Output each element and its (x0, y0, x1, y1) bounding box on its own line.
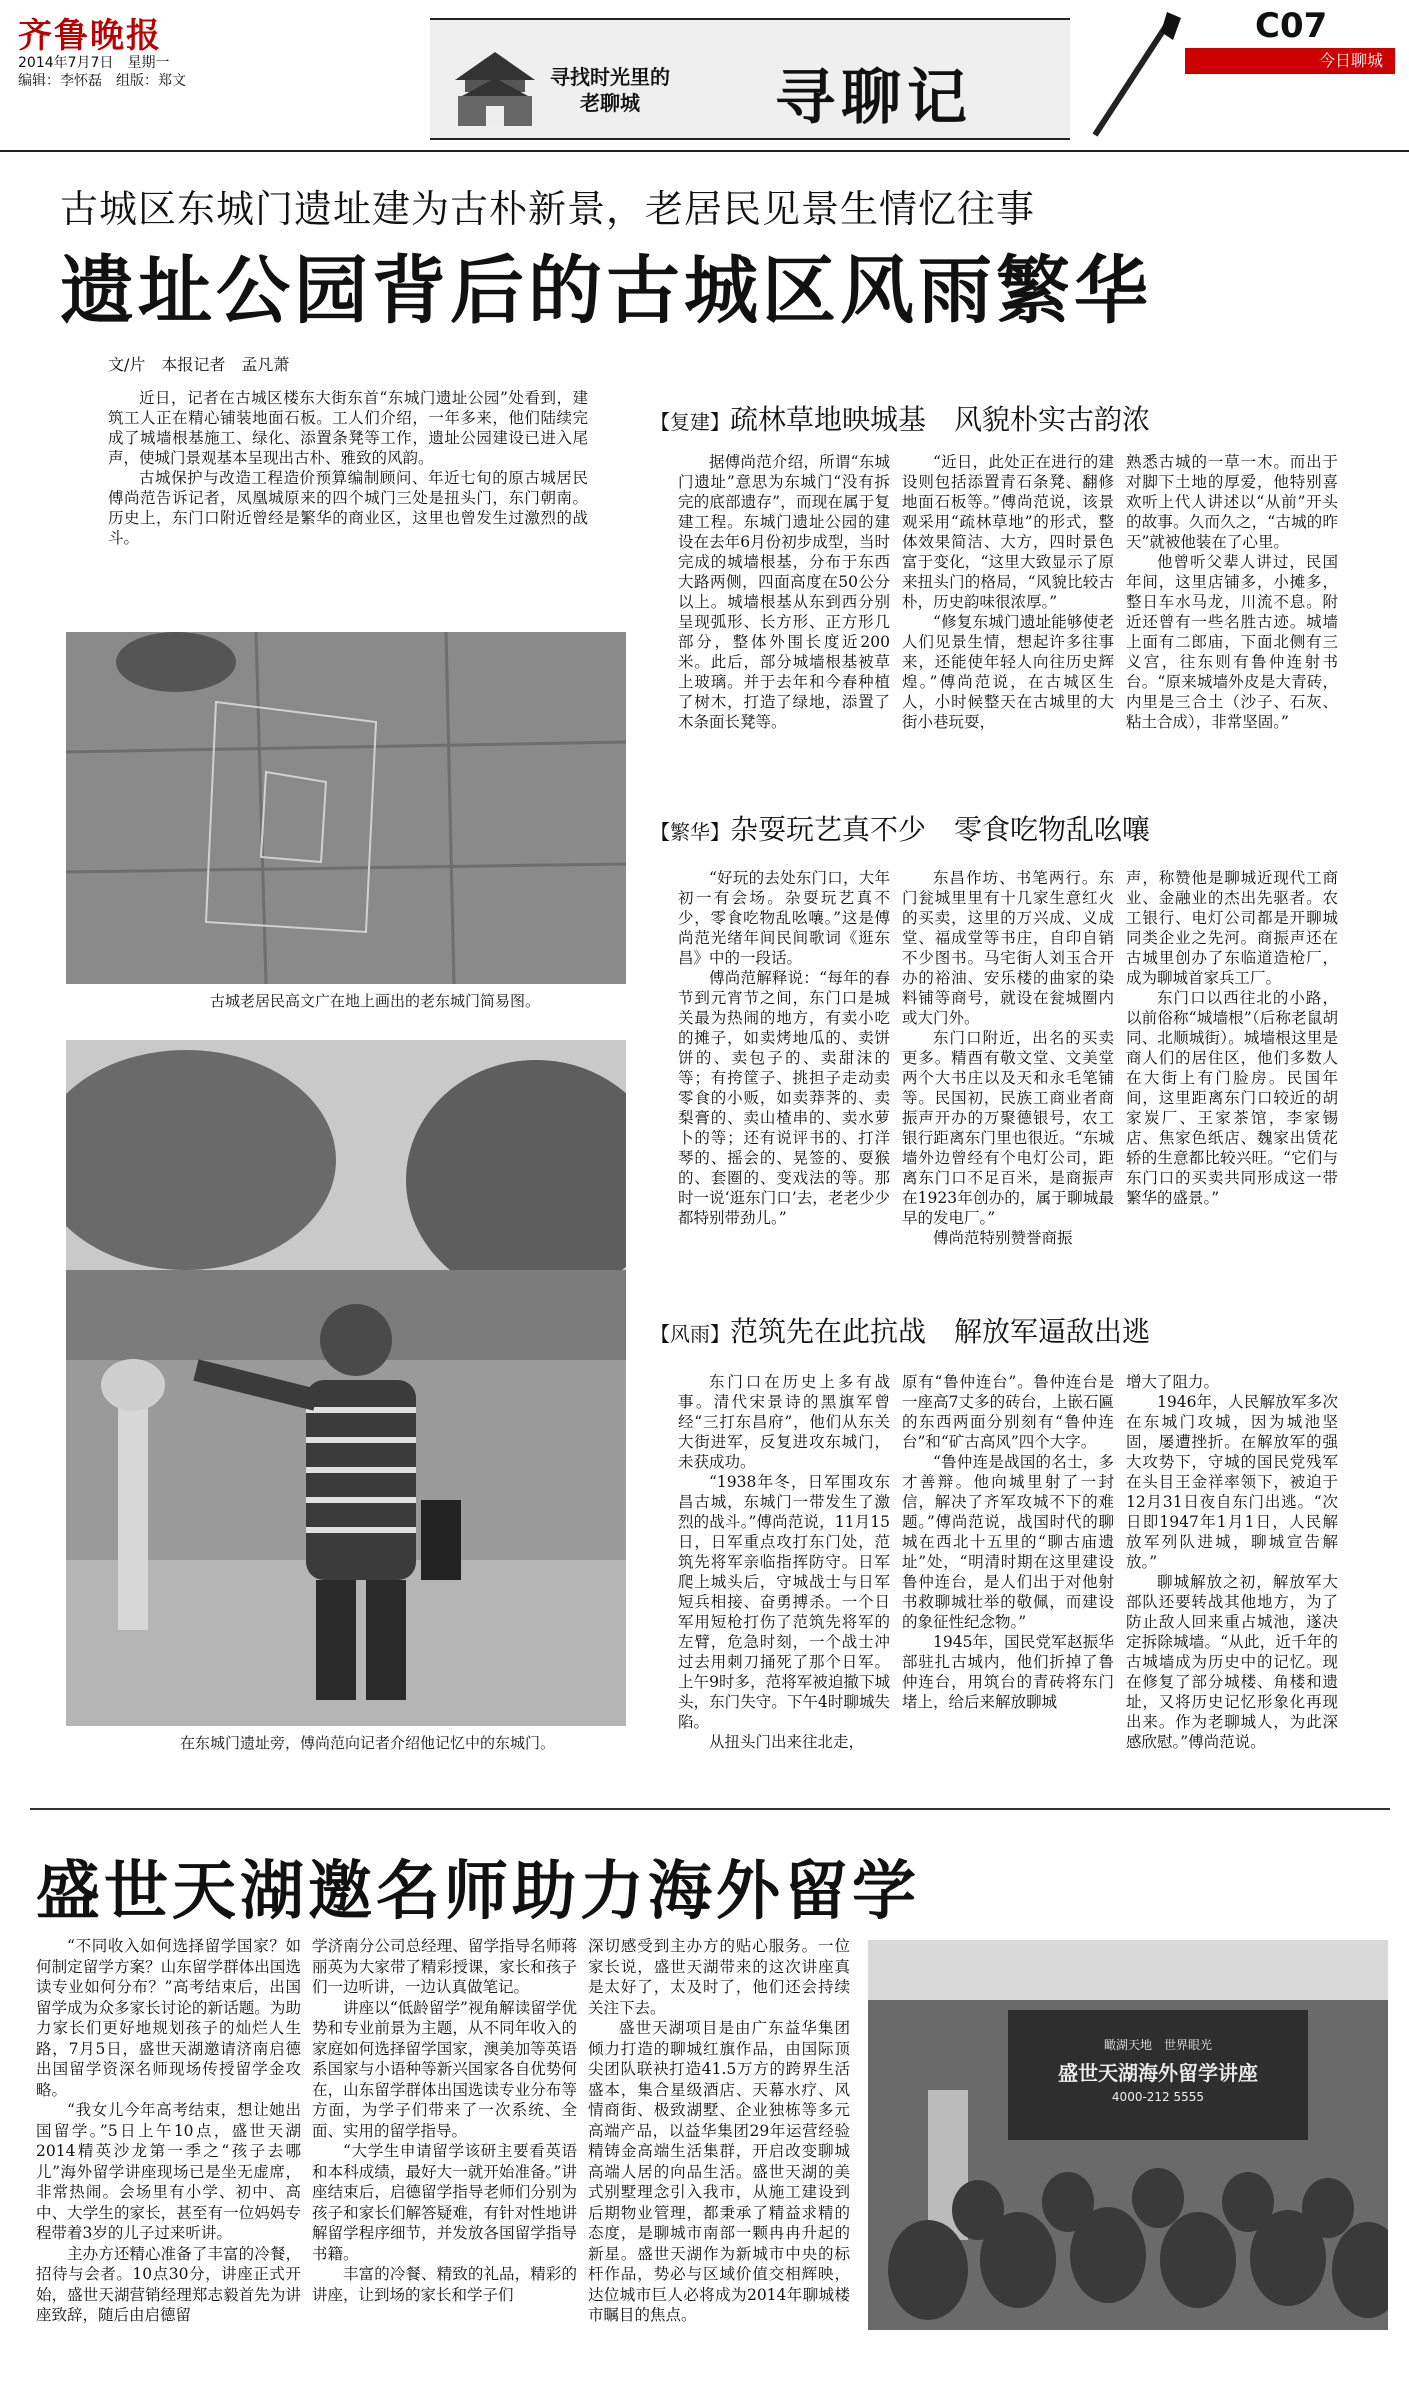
ad-column3 (588, 1936, 850, 2326)
section2-column2 (902, 868, 1114, 1248)
section2-column3 (1126, 868, 1338, 1208)
section-title: 范筑先在此抗战 解放军逼敌出逃 (730, 1315, 1151, 1348)
section-tag: 【繁华】 (650, 820, 730, 844)
paragraph: 讲座以“低龄留学”视角解读留学优势和专业前景为主题，从不同年收入的家庭如何选择留学国家，澳美加等英语系国家与小语种等新兴国家各自优势何在，山东留学群体出国选读专业分布等方面，为学子们带来了一次系统、全面、实用的留学指导。 (312, 1998, 577, 2140)
paragraph: 东门口以西往北的小路，以前俗称“城墙根”（后称老鼠胡同、北顺城街）。城墙根这里是商人们的居住区，他们多数人在大街上有门脸房。民国年间，这里距离东门口较近的胡家炭厂、王家茶馆，李家锡店、焦家色纸店、魏家出赁花轿的生意都比较兴旺。“它们与东门口的买卖共同形成这一带繁华的盛景。” (1126, 989, 1338, 1207)
edition-info (18, 54, 186, 90)
ad-headline: 盛世天湖邀名师助力海外留学 (36, 1855, 920, 1929)
paragraph: 东门口附近，出名的买卖更多。精酉有敬文堂、文美堂两个大书庄以及天和永毛笔铺等。民国初，民族工商业者商振声开办的万聚德银号，农工银行距离东门里也很近。“东城墙外边曾经有个电灯公司，距离东门口不足百米，是商振声在1923年创办的，属于聊城最早的发电厂。” (902, 1029, 1114, 1227)
section-heading-wartime (650, 1310, 1150, 1350)
section2-column1 (678, 868, 890, 1228)
section3-column1 (678, 1372, 890, 1752)
page-number: C07 (1255, 6, 1328, 46)
ad-column2 (312, 1936, 577, 2305)
paragraph: 增大了阻力。 (1126, 1373, 1220, 1391)
editor-credits: 编辑：李怀磊 组版：郑文 (18, 73, 186, 89)
paragraph: “1938年冬，日军围攻东昌古城，东城门一带发生了激烈的战斗。”傅尚范说，11月15日，日军重点攻打东门处，范筑先将军亲临指挥防守。日军爬上城头后，守城战士与日军短兵相接、奋勇搏杀。一个日军用短枪打伤了范筑先将军的左臂，危急时刻，一个战士冲过去用刺刀捅死了那个日军。上午9时多，范将军被迫撤下城头，东门失守。下午4时聊城失陷。 (678, 1473, 890, 1731)
photo1-caption: 古城老居民高文广在地上画出的老东城门简易图。 (210, 992, 541, 1010)
man-pointing-photo-image (66, 1040, 626, 1726)
article-lead (108, 388, 588, 548)
masthead (0, 0, 1409, 152)
photo-man-pointing (66, 1040, 626, 1726)
photo-chalk-drawing (66, 632, 626, 984)
banner-title: 寻聊记 (775, 63, 973, 133)
seminar-photo-image (868, 1940, 1388, 2330)
paragraph: 傅尚范解释说：“每年的春节到元宵节之间，东门口是城关最为热闹的地方，有卖小吃的摊子，如卖烤地瓜的、卖饼饼的、卖包子的、卖甜沫的等；有挎筐子、挑担子走动卖零食的小贩，如卖莽荠的、卖梨膏的、卖山楂串的、卖水萝卜的等；还有说评书的、打洋琴的、摇会的、晃签的、耍猴的、套圈的、变戏法的等。那时一说‘逛东门口’去，老老少少都特别带劲儿。” (678, 969, 890, 1227)
paragraph: 傅尚范特别赞誉商振 (933, 1229, 1073, 1247)
banner-subtitle-line2: 老聊城 (580, 91, 640, 115)
lead-paragraph: 近日，记者在古城区楼东大街东首“东城门遗址公园”处看到，建筑工人正在精心铺装地面石板。工人们介绍，一年多来，他们陆续完成了城墙根基施工、绿化、添置条凳等工作，遗址公园建设已进入尾声，使城门景观基本呈现出古朴、雅致的风韵。 (108, 389, 588, 467)
section1-column2 (902, 452, 1114, 732)
photo-seminar (868, 1940, 1388, 2330)
section3-column2 (902, 1372, 1114, 1712)
banner-subtitle-line1: 寻找时光里的 (550, 65, 670, 89)
section3-column3 (1126, 1372, 1338, 1752)
chalk-drawing-photo-image (66, 632, 626, 984)
paragraph: 丰富的冷餐、精致的礼品，精彩的讲座，让到场的家长和学子们 (312, 2265, 577, 2304)
paragraph: 聊城解放之初，解放军大部队还要转战其他地方，为了防止敌人回来重占城池，遂决定拆除城墙。“从此，近千年的古城墙成为历史中的记忆。现在修复了部分城楼、角楼和遗址，又将历史记忆形象化再现出来。作为老聊城人，为此深感欣慰。”傅尚范说。 (1126, 1573, 1338, 1751)
paragraph: “鲁仲连是战国的名士，多才善辩。他向城里射了一封信，解决了齐军攻城不下的难题。”傅尚范说，战国时代的聊城在西北十五里的“聊古庙遗址”处，“明清时期在这里建设鲁仲连台，是人们出于对他射书救聊城壮举的敬佩，而建设的象征性纪念物。” (902, 1453, 1114, 1631)
paragraph: 声，称赞他是聊城近现代工商业、金融业的杰出先驱者。农工银行、电灯公司都是开聊城同类企业之先河。商振声还在古城里创办了东临道造枪厂，成为聊城首家兵工厂。 (1126, 869, 1338, 987)
paragraph: 东门口在历史上多有战事。清代宋景诗的黑旗军曾经“三打东昌府”，他们从东关大街进军，反复进攻东城门，未获成功。 (678, 1373, 890, 1471)
paragraph: 学济南分公司总经理、留学指导名师蒋丽英为大家带了精彩授课，家长和孩子们一边听讲，一边认真做笔记。 (312, 1937, 577, 1996)
gate-tower-icon (450, 40, 540, 130)
paragraph: “我女儿今年高考结束，想让她出国留学。”5日上午10点，盛世天湖2014精英沙龙第一季之“孩子去哪儿”海外留学讲座现场已是坐无虚席，非常热闹。会场里有小学、初中、高中、大学生的家长，甚至有一位妈妈专程带着3岁的儿子过来听讲。 (36, 2101, 301, 2242)
paragraph: “近日，此处正在进行的建设则包括添置青石条凳、翻修地面石板等。”傅尚范说，该景观采用“疏林草地”的形式，整体效果简洁、大方，四时景色富于变化，“这里大致显示了原来扭头门的格局，“风貌比较古朴，历史韵味很浓厚。” (902, 453, 1114, 611)
paragraph: “不同收入如何选择留学国家？如何制定留学方案？山东留学群体出国选读专业如何分布？”高考结束后，出国留学成为众多家长讨论的新话题。为助力家长们更好地规划孩子的灿烂人生路，7月5日，盛世天湖邀请济南启德出国留学资深名师现场传授留学金攻略。 (36, 1937, 301, 2099)
lead-paragraph: 古城保护与改造工程造价预算编制顾问、年近七旬的原古城居民傅尚范告诉记者，凤凰城原来的四个城门三处是扭头门，东门朝南。历史上，东门口附近曾经是繁华的商业区，这里也曾发生过激烈的战斗。 (108, 469, 588, 547)
screen-tagline: 瞰湖天地 世界眼光 (1103, 2038, 1212, 2052)
paragraph: “修复东城门遗址能够使老人们见景生情，想起许多往事来，还能使年轻人向往历史辉煌。”傅尚范说，在古城区生人，小时候整天在古城里的大街小巷玩耍， (902, 613, 1114, 731)
section-title: 疏林草地映城基 风貌朴实古韵浓 (730, 403, 1151, 436)
paragraph: 1945年，国民党军赵振华部驻扎古城内，他们折掉了鲁仲连台，用筑台的青砖将东门堵上，给后来解放聊城 (902, 1633, 1114, 1711)
paragraph: 深切感受到主办方的贴心服务。一位家长说，盛世天湖带来的这次讲座真是太好了，太及时了，他们还会持续关注下去。 (588, 1937, 850, 2017)
paragraph: 东昌作坊、书笔两行。东门瓮城里里有十几家生意红火的买卖，这里的万兴成、义成堂、福成堂等书庄，自印自销不少图书。马宅街人刘玉合开办的裕油、安乐楼的曲家的染料铺等商号，就设在瓮城圈内或大门外。 (902, 869, 1114, 1027)
paragraph: 从扭头门出来往北走， (709, 1733, 865, 1751)
section-title: 杂耍玩艺真不少 零食吃物乱吆嚷 (730, 813, 1151, 846)
photo2-caption: 在东城门遗址旁，傅尚范向记者介绍他记忆中的东城门。 (180, 1734, 556, 1752)
section-heading-rebuild (650, 398, 1150, 438)
paragraph: 据傅尚范介绍，所谓“东城门遗址”意思为东城门“没有拆完的底部遗存”，而现在属于复建工程。东城门遗址公园的建设在去年6月份初步成型，当时完成的城墙根基，分布于东西大路两侧，四面高度在50公分以上。城墙根基从东到西分别呈现弧形、长方形、正方形几部分，整体外围长度近200米。此后，部分城墙根基被草上玻璃。并于去年和今春种植了树木，打造了绿地，添置了木条面长凳等。 (678, 453, 890, 731)
paragraph: 1946年，人民解放军多次在东城门攻城，因为城池坚固，屡遭挫折。在解放军的强大攻势下，守城的国民党残军在头目王金祥率领下，被迫于12月31日夜自东门出逃。“次日即1947年1月1日，人民解放军列队进城，聊城宣告解放。” (1126, 1393, 1338, 1571)
paragraph: 原有“鲁仲连台”。鲁仲连台是一座高7丈多的砖台，上嵌石匾的东西两面分别刻有“鲁仲连台”和“矿古高风”四个大字。 (902, 1373, 1114, 1451)
section-divider (30, 1808, 1390, 1810)
section-heading-prosperity (650, 808, 1150, 848)
column-banner (430, 18, 1070, 140)
section1-column1 (678, 452, 890, 732)
section-label: 今日聊城 (1185, 48, 1395, 74)
paragraph: 盛世天湖项目是由广东益华集团倾力打造的聊城红旗作品，由国际顶尖团队联袂打造41.5万方的跨界生活盛本，集合星级酒店、天幕水疗、风情商街、极致湖墅、企业独栋等多元高端产品，以益华集团29年运营经验精铸金高端生活集群，开启改变聊城高端人居的向品生活。盛世天湖的美式别墅理念引入我市，从施工建设到后期物业管理，都秉承了精益求精的态度，是聊城市南部一颗冉冉升起的新星。盛世天湖作为新城市中央的标杆作品，势必与区域价值交相辉映，达位城市巨人必将成为2014年聊城楼市瞩目的焦点。 (588, 2019, 850, 2324)
brush-icon (1075, 10, 1185, 140)
paragraph: 熟悉古城的一草一木。而出于对脚下土地的厚爱，他特别喜欢听上代人讲述以“从前”开头的故事。久而久之，“古城的昨天”就被他装在了心里。 (1126, 453, 1338, 551)
ad-column1 (36, 1936, 301, 2326)
article-byline: 文/片 本报记者 孟凡萧 (108, 355, 290, 374)
article-headline: 遗址公园背后的古城区风雨繁华 (60, 248, 1152, 334)
section-tag: 【风雨】 (650, 1322, 730, 1346)
banner-subtitle (550, 64, 670, 116)
screen-title: 盛世天湖海外留学讲座 (1058, 2061, 1258, 2085)
article-subheadline: 古城区东城门遗址建为古朴新景，老居民见景生情忆往事 (60, 187, 1036, 231)
paragraph: 他曾听父辈人讲过，民国年间，这里店铺多，小摊多，整日车水马龙，川流不息。附近还曾有一些名胜古迹。城墙上面有二郎庙，下面北侧有三义宫，往东则有鲁仲连射书台。“原来城墙外皮是大青砖，内里是三合土（沙子、石灰、粘土合成），非常坚固。” (1126, 553, 1338, 731)
paragraph: 主办方还精心准备了丰富的冷餐，招待与会者。10点30分，讲座正式开始，盛世天湖营销经理郑志毅首先为讲座致辞，随后由启德留 (36, 2244, 301, 2324)
section-tag: 【复建】 (650, 410, 730, 434)
paragraph: “大学生申请留学该研主要看英语和本科成绩，最好大一就开始准备。”讲座结束后，启德留学指导老师们分别为孩子和家长们解答疑难，有针对性地讲解留学程序细节，并发放各国留学指导书籍。 (312, 2142, 577, 2263)
section1-column3 (1126, 452, 1338, 732)
screen-phone: 4000-212 5555 (1111, 2090, 1205, 2104)
seminar-screen (1018, 2036, 1298, 2104)
paragraph: “好玩的去处东门口，大年初一有会场。杂耍玩艺真不少，零食吃物乱吆嚷。”这是傅尚范光绪年间民间歌词《逛东昌》中的一段话。 (678, 869, 890, 967)
newspaper-logo: 齐鲁晚报 (18, 16, 162, 56)
issue-date: 2014年7月7日 星期一 (18, 55, 170, 71)
